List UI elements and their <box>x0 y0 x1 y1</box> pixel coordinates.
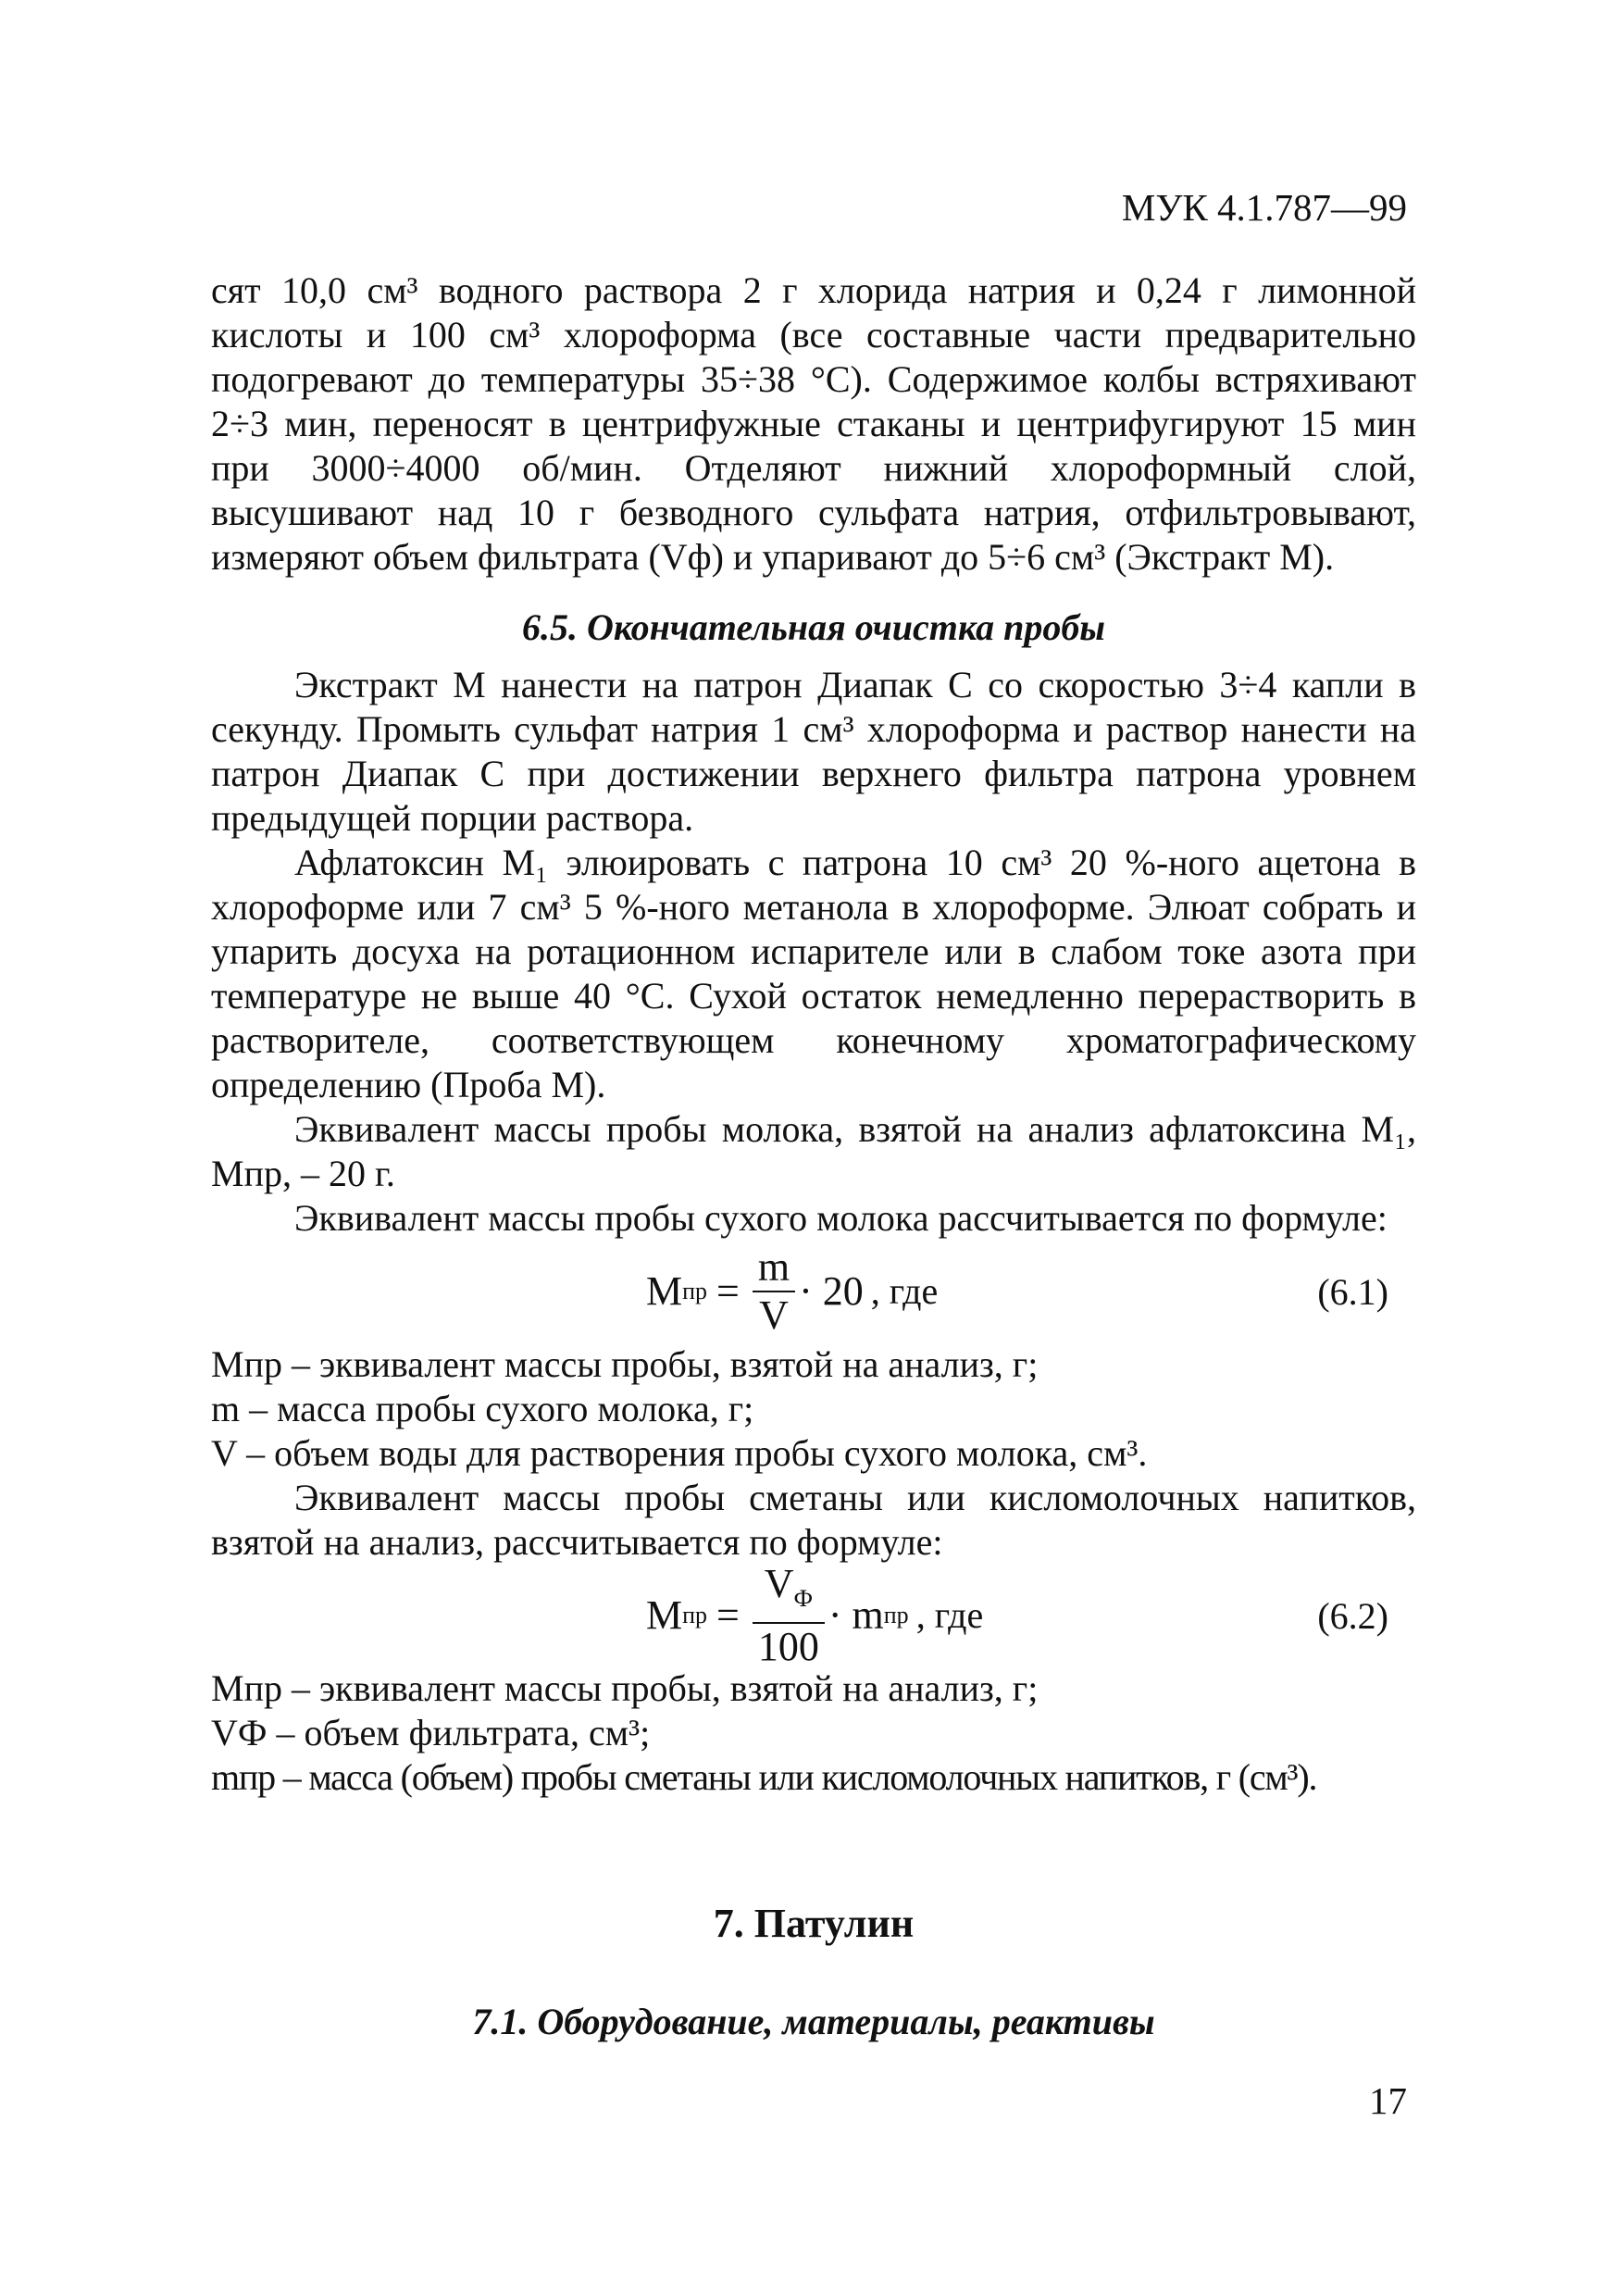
subchapter-title: 7.1. Оборудование, материалы, реактивы <box>472 2001 1155 2042</box>
paragraph-sour-cream-formula-intro: Эквивалент массы пробы сметаны или кисломолочных напитков, взятой на анализ, рассчитывается по формуле: <box>211 1477 1416 1563</box>
formula2-numerator-symbol: V <box>764 1561 794 1606</box>
formula1-lhs: М <box>646 1268 683 1314</box>
formula2-tail: · m <box>828 1592 884 1638</box>
formula2-lhs-sub: пр <box>682 1602 708 1628</box>
definition-line: V – объем воды для растворения пробы сухого молока, см³. <box>211 1432 1148 1474</box>
formula2-definitions <box>211 1666 1416 1800</box>
paragraph-aflatoxin-elution: Афлатоксин М₁ элюировать с патрона 10 см³ 20 %-ного ацетона в хлороформе или 7 см³ 5 %-ного метанола в хлороформе. Элюат собрать и упарить досуха на ротационном испарителе или в слабом токе азота при температуре не выше 40 °С. Сухой остаток немедленно перерастворить в растворителе, соответствующем конечному хроматографическому определению (Проба М). <box>211 842 1416 1105</box>
paragraph-extract-m: Экстракт М нанести на патрон Диапак С со скоростью 3÷4 капли в секунду. Промыть сульфат натрия 1 см³ хлороформа и раствор нанести на патрон Диапак С при достижении верхнего фильтра патрона уровнем предыдущей порции раствора. <box>211 664 1416 839</box>
formula-6-2 <box>211 1561 1416 1669</box>
chapter-title: 7. Патулин <box>713 1901 915 1946</box>
formula2-fraction <box>753 1561 825 1670</box>
formula2-numerator <box>759 1561 818 1622</box>
formula2-equals: = <box>716 1592 740 1638</box>
formula2-denominator: 100 <box>757 1624 819 1669</box>
formula1-numerator: m <box>757 1244 790 1290</box>
section-heading-6-5: 6.5. Окончательная очистка пробы <box>521 606 1106 648</box>
formula2-lhs: М <box>646 1592 683 1638</box>
formula2-numerator-sub: Ф <box>793 1585 814 1612</box>
formula1-definitions <box>211 1342 1416 1476</box>
definition-line: mпр – масса (объем) пробы сметаны или кисломолочных напитков, г (см³). <box>211 1756 1317 1798</box>
definition-line: Мпр – эквивалент массы пробы, взятой на анализ, г; <box>211 1667 1039 1709</box>
formula-6-1 <box>211 1241 1416 1342</box>
formula1-lhs-sub: пр <box>682 1278 708 1304</box>
definition-line: Мпр – эквивалент массы пробы, взятой на анализ, г; <box>211 1343 1039 1385</box>
formula1-where: , где <box>870 1270 939 1312</box>
definition-line: VФ – объем фильтрата, см³; <box>211 1712 651 1753</box>
formula2-where: , где <box>915 1594 984 1636</box>
formula2-number: (6.2) <box>1317 1595 1388 1637</box>
page-number: 17 <box>1369 2079 1407 2122</box>
formula2-tail-sub: пр <box>883 1602 909 1628</box>
paragraph-milk-mass-equivalent: Эквивалент массы пробы молока, взятой на анализ афлатоксина М₁, Мпр, – 20 г. <box>211 1108 1416 1194</box>
formula1-tail: · 20 <box>799 1268 864 1314</box>
formula1-fraction <box>753 1244 795 1339</box>
formula1-denominator: V <box>759 1292 789 1338</box>
document-body <box>211 268 1416 2044</box>
formula1-number: (6.1) <box>1317 1271 1388 1313</box>
definition-line: m – масса пробы сухого молока, г; <box>211 1388 754 1429</box>
paragraph-dry-milk-formula-intro: Эквивалент массы пробы сухого молока рассчитывается по формуле: <box>294 1197 1388 1239</box>
document-code: МУК 4.1.787—99 <box>1121 186 1407 229</box>
formula1-equals: = <box>716 1268 740 1314</box>
intro-paragraph: сят 10,0 см³ водного раствора 2 г хлорида натрия и 0,24 г лимонной кислоты и 100 см³ хлороформа (все составные части предварительно подогревают до температуры 35÷38 °С). Содержимое колбы встряхивают 2÷3 мин, переносят в центрифужные стаканы и центрифугируют 15 мин при 3000÷4000 об/мин. Отделяют нижний хлороформный слой, высушивают над 10 г безводного сульфата натрия, отфильтровывают, измеряют объем фильтрата (Vф) и упаривают до 5÷6 см³ (Экстракт М). <box>211 269 1416 578</box>
